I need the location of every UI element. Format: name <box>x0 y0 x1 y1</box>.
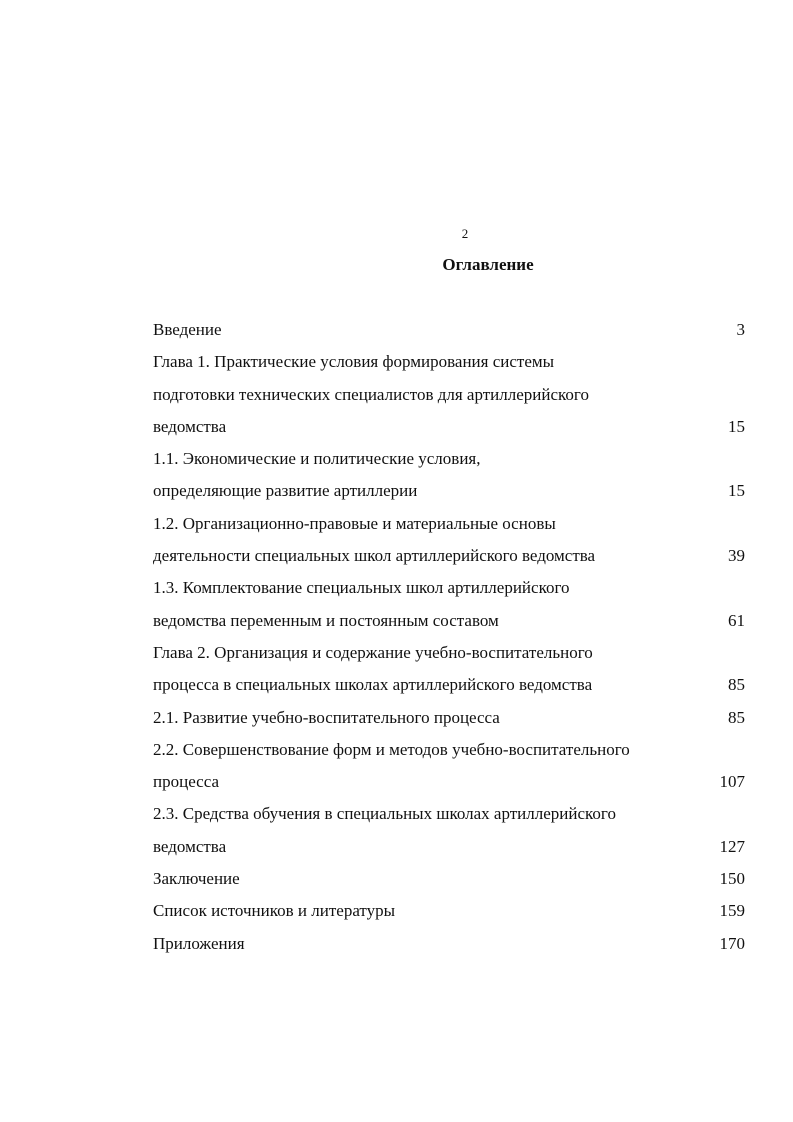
toc-entry-text: Глава 2. Организация и содержание учебно-воспитательного <box>153 642 593 662</box>
toc-entry-text: процесса в специальных школах артиллерийского ведомства <box>153 675 593 695</box>
toc-entry-text: Список источников и литературы <box>153 901 396 921</box>
toc-line <box>153 738 753 770</box>
toc-entry-text: ведомства <box>153 836 227 856</box>
toc-entry-text: 1.1. Экономические и политические условия, <box>153 449 481 469</box>
toc-entry-page: 85 <box>728 675 745 695</box>
toc-entry-page: 85 <box>728 707 745 727</box>
toc-line <box>153 835 753 867</box>
toc-entry-text: подготовки технических специалистов для артиллерийского <box>153 384 589 404</box>
toc-entry-page: 39 <box>728 546 745 566</box>
toc-line <box>153 673 753 705</box>
toc-line <box>153 512 753 544</box>
toc-entry-text: 1.3. Комплектование специальных школ артиллерийского <box>153 578 570 598</box>
toc-entry-page: 107 <box>719 772 745 792</box>
toc-entry-text: 2.2. Совершенствование форм и методов учебно-воспитательного <box>153 739 630 759</box>
toc-entry-page: 61 <box>728 610 745 630</box>
toc-line <box>153 350 753 382</box>
page-number: 2 <box>461 226 469 241</box>
toc-entry-text: процесса <box>153 772 220 792</box>
toc-line <box>153 447 753 479</box>
toc-line <box>153 318 753 350</box>
toc-line <box>153 867 753 899</box>
toc-line <box>153 770 753 802</box>
toc-entry-text: Введение <box>153 320 222 339</box>
toc-entry-text: ведомства <box>153 416 227 436</box>
toc-entry-page: 3 <box>736 320 745 339</box>
table-of-contents <box>153 318 753 964</box>
toc-entry-text: 2.1. Развитие учебно-воспитательного процесса <box>153 707 500 727</box>
toc-line <box>153 576 753 608</box>
toc-entry-page: 127 <box>719 836 745 856</box>
toc-line <box>153 706 753 738</box>
toc-line <box>153 609 753 641</box>
toc-entry-text: деятельности специальных школ артиллерийского ведомства <box>153 546 596 566</box>
toc-entry-page: 159 <box>719 901 745 921</box>
toc-entry-page: 15 <box>728 481 745 501</box>
toc-line <box>153 415 753 447</box>
toc-line <box>153 932 753 964</box>
toc-line <box>153 383 753 415</box>
toc-entry-text: Глава 1. Практические условия формирования системы <box>153 352 555 372</box>
toc-entry-page: 15 <box>728 416 745 436</box>
toc-entry-text: Приложения <box>153 933 245 953</box>
toc-line <box>153 544 753 576</box>
toc-entry-text: 1.2. Организационно-правовые и материальные основы <box>153 513 556 533</box>
toc-entry-text: ведомства переменным и постоянным составом <box>153 610 499 630</box>
toc-entry-page: 170 <box>719 933 745 953</box>
toc-entry-text: определяющие развитие артиллерии <box>153 481 418 501</box>
toc-line <box>153 479 753 511</box>
toc-entry-page: 150 <box>719 869 745 889</box>
toc-line <box>153 641 753 673</box>
toc-entry-text: 2.3. Средства обучения в специальных школах артиллерийского <box>153 804 616 824</box>
toc-entry-text: Заключение <box>153 869 240 889</box>
toc-line <box>153 899 753 931</box>
toc-title: Оглавление <box>442 255 534 274</box>
toc-line <box>153 802 753 834</box>
